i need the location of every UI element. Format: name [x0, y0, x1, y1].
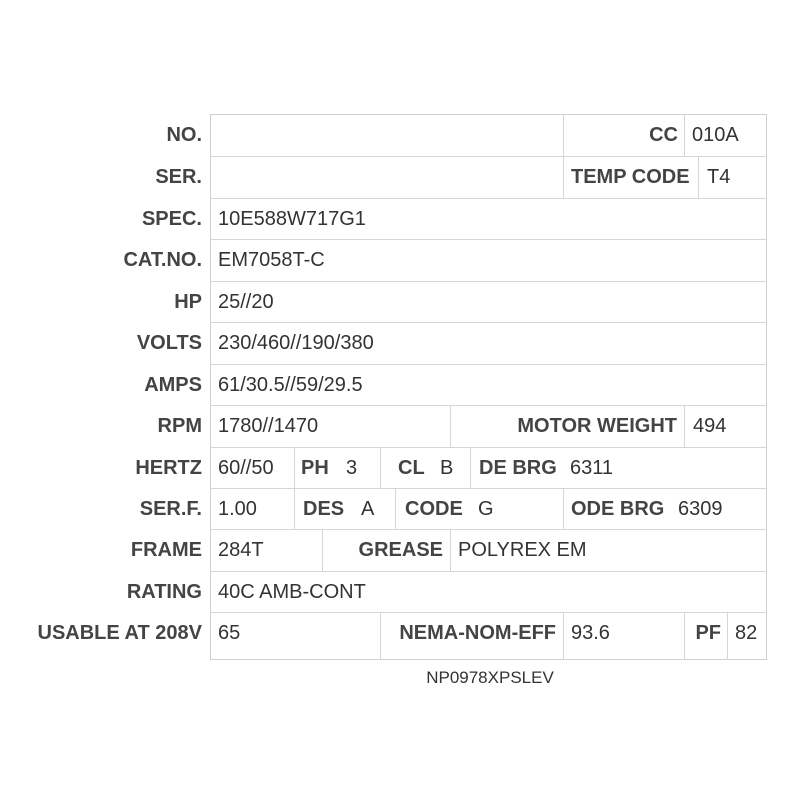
serf-value: 1.00 — [218, 498, 257, 520]
catno-label: CAT.NO. — [123, 249, 202, 271]
column-divider — [470, 447, 471, 488]
catno-value: EM7058T-C — [218, 249, 325, 271]
column-divider — [563, 612, 564, 660]
frame-label: FRAME — [130, 539, 202, 561]
column-divider — [563, 488, 564, 529]
amps-label: AMPS — [144, 374, 202, 396]
part-number: NP0978XPSLEV — [426, 668, 554, 687]
pf-label: PF — [695, 622, 721, 644]
column-divider — [698, 156, 699, 198]
ode-brg-value: 6309 — [678, 498, 723, 520]
frame-value: 284T — [218, 539, 264, 561]
no-label: NO. — [166, 124, 202, 146]
nema-nom-eff-value: 93.6 — [571, 622, 610, 644]
ode-brg-label: ODE BRG — [571, 498, 665, 520]
column-divider — [727, 612, 728, 660]
column-divider — [380, 612, 381, 660]
motor-weight-label: MOTOR WEIGHT — [517, 415, 677, 437]
cc-label: CC — [649, 124, 678, 146]
serf-label: SER.F. — [139, 498, 202, 520]
ser-label: SER. — [155, 166, 202, 188]
rpm-label: RPM — [157, 415, 202, 437]
grease-value: POLYREX EM — [458, 539, 587, 561]
pf-value: 82 — [735, 622, 758, 644]
rpm-value: 1780//1470 — [218, 415, 319, 437]
spec-label: SPEC. — [141, 208, 202, 230]
rating-label: RATING — [126, 581, 202, 603]
temp-code-value: T4 — [707, 166, 731, 188]
amps-value: 61/30.5//59/29.5 — [218, 374, 363, 396]
column-divider — [395, 488, 396, 529]
column-divider — [322, 529, 323, 571]
grease-label: GREASE — [358, 539, 443, 561]
usable-label: USABLE AT 208V — [37, 622, 202, 644]
spec-value: 10E588W717G1 — [218, 208, 366, 230]
column-divider — [294, 488, 295, 529]
code-value: G — [478, 498, 494, 520]
nema-nom-eff-label: NEMA-NOM-EFF — [399, 622, 556, 644]
cl-label: CL — [398, 457, 425, 479]
de-brg-label: DE BRG — [479, 457, 557, 479]
rating-value: 40C AMB-CONT — [218, 581, 366, 603]
volts-value: 230/460//190/380 — [218, 332, 374, 354]
des-value: A — [361, 498, 375, 520]
usable-value: 65 — [218, 622, 241, 644]
volts-label: VOLTS — [136, 332, 202, 354]
hertz-value: 60//50 — [218, 457, 274, 479]
code-label: CODE — [405, 498, 463, 520]
des-label: DES — [303, 498, 345, 520]
cc-value: 010A — [692, 124, 739, 146]
hertz-label: HERTZ — [135, 457, 202, 479]
column-divider — [684, 114, 685, 156]
hp-value: 25//20 — [218, 291, 274, 313]
temp-code-label: TEMP CODE — [571, 166, 690, 188]
column-divider — [563, 114, 564, 198]
cl-value: B — [440, 457, 454, 479]
column-divider — [450, 529, 451, 571]
motor-weight-value: 494 — [693, 415, 727, 437]
ph-value: 3 — [346, 457, 358, 479]
hp-label: HP — [174, 291, 202, 313]
column-divider — [450, 405, 451, 447]
column-divider — [380, 447, 381, 488]
column-divider — [684, 405, 685, 447]
column-divider — [684, 612, 685, 660]
de-brg-value: 6311 — [570, 457, 614, 479]
row-divider — [210, 281, 767, 282]
column-divider — [294, 447, 295, 488]
ph-label: PH — [301, 457, 329, 479]
